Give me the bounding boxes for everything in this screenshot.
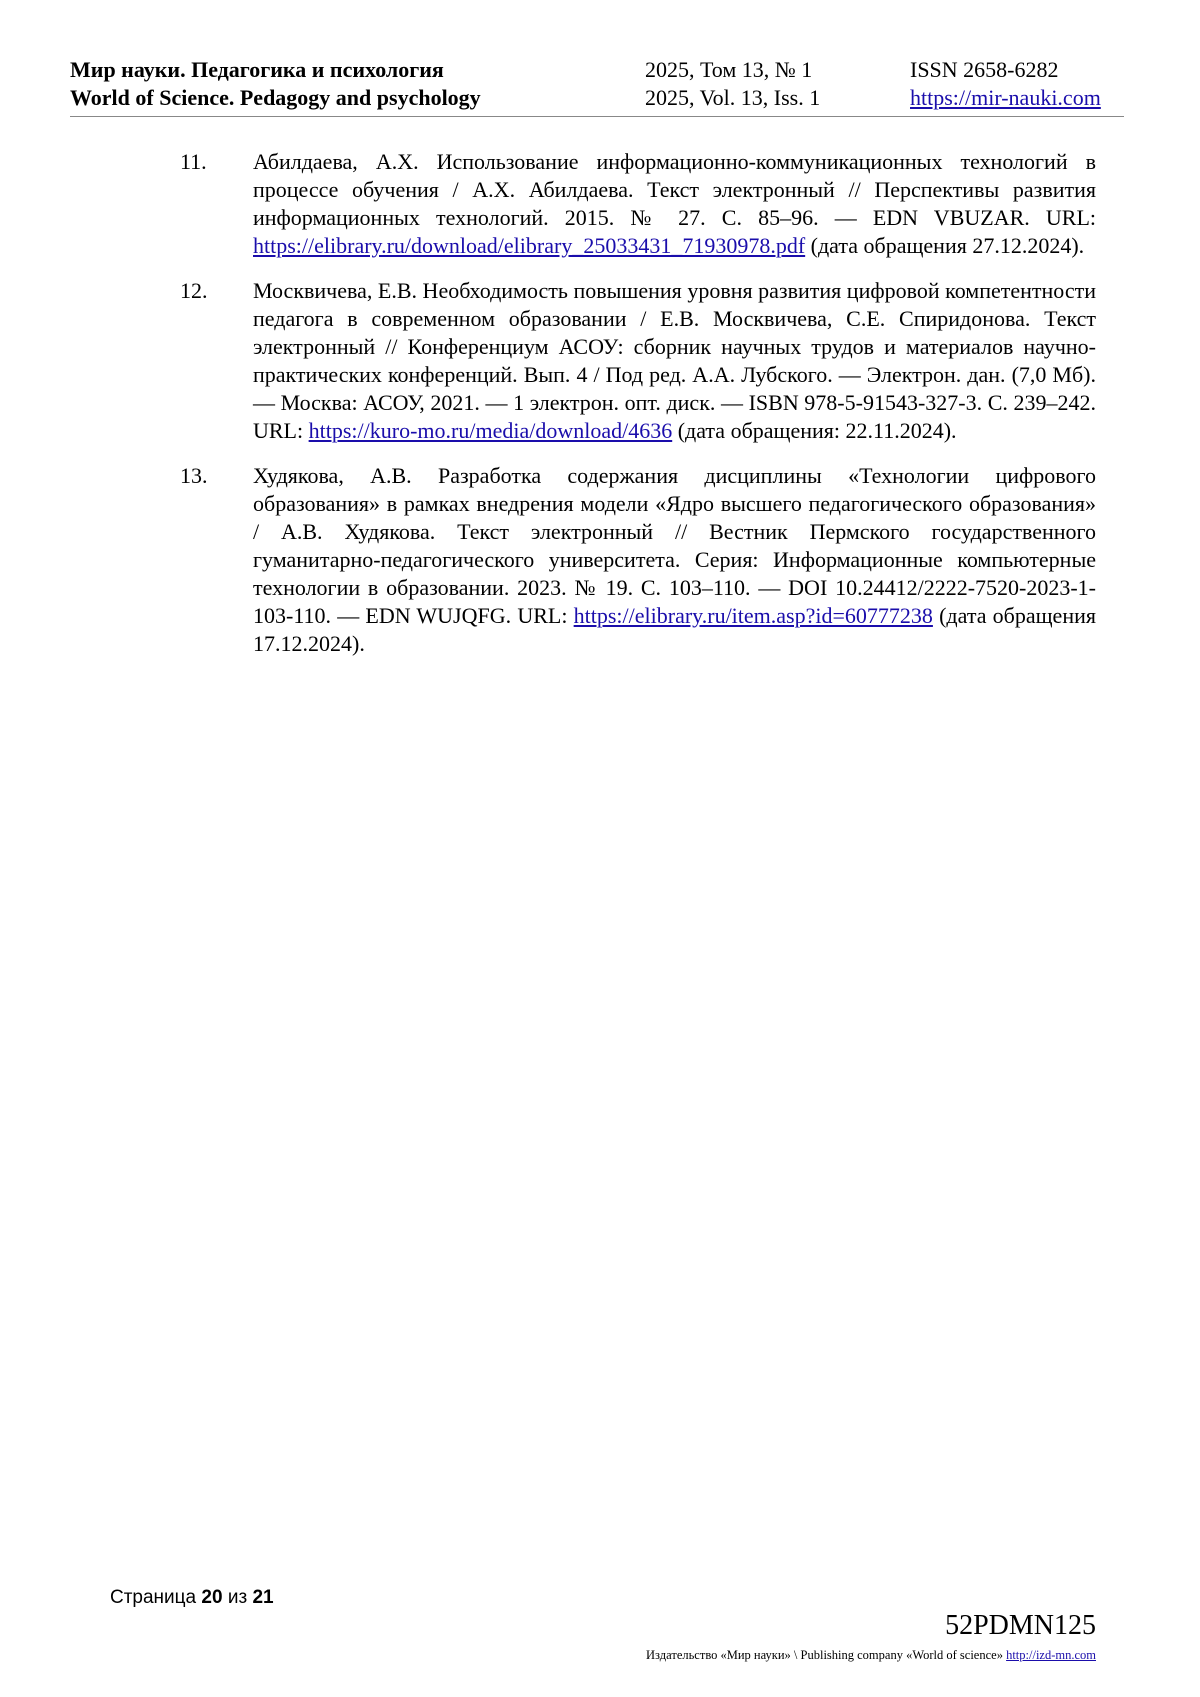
reference-number: 12. — [180, 278, 208, 303]
reference-text — [253, 277, 1096, 445]
journal-title-en: World of Science. Pedagogy and psychology — [70, 85, 481, 110]
reference-list — [180, 148, 1096, 675]
journal-header — [70, 56, 1124, 117]
reference-item — [180, 148, 1096, 260]
reference-item — [180, 462, 1096, 658]
document-code: 52PDMN125 — [945, 1610, 1096, 1641]
reference-number: 11. — [180, 149, 207, 174]
reference-text — [253, 462, 1096, 658]
reference-access-date: (дата обращения: 22.11.2024). — [672, 418, 957, 443]
reference-item — [180, 277, 1096, 445]
publisher-link[interactable]: http://izd-mn.com — [1006, 1648, 1096, 1662]
issue-info-en: 2025, Vol. 13, Iss. 1 — [645, 85, 821, 110]
reference-url-link[interactable]: https://kuro-mo.ru/media/download/4636 — [308, 418, 673, 443]
reference-access-date: (дата обращения 17.12.2024). — [253, 603, 1096, 656]
publisher-line — [646, 1647, 1096, 1663]
page-of-word: из — [227, 1587, 248, 1608]
reference-citation: Худякова, А.В. Разработка содержания дисциплины «Технологии цифрового образования» в рамках внедрения модели «Ядро высшего педагогического образования» / А.В. Худякова. Текст электронный // Вестник Пермского государственного гуманитарно-педагогического университета. Серия: Информационные компьютерные технологии в образовании. 2023. № 19. С. 103–110. — DOI 10.24412/2222-7520-2023-1-103-110. — EDN WUJQFG. URL: — [253, 463, 1096, 628]
page-counter — [110, 1586, 274, 1610]
issue-info-ru: 2025, Том 13, № 1 — [645, 57, 813, 82]
reference-url-link[interactable]: https://elibrary.ru/item.asp?id=60777238 — [573, 603, 933, 628]
journal-title-ru: Мир науки. Педагогика и психология — [70, 57, 444, 82]
journal-site-link[interactable]: https://mir-nauki.com — [910, 85, 1101, 110]
page-current: 20 — [201, 1587, 223, 1608]
issn: ISSN 2658-6282 — [910, 57, 1059, 82]
reference-url-link[interactable]: https://elibrary.ru/download/elibrary_25033431_71930978.pdf — [253, 233, 806, 258]
reference-access-date: (дата обращения 27.12.2024). — [805, 233, 1085, 258]
reference-citation: Абилдаева, А.Х. Использование информационно-коммуникационных технологий в процессе обучения / А.Х. Абилдаева. Текст электронный // Перспективы развития информационных технологий. 2015. № 27. С. 85–96. — EDN VBUZAR. URL: — [253, 149, 1096, 230]
reference-text — [253, 148, 1096, 260]
reference-number: 13. — [180, 463, 208, 488]
page-total: 21 — [252, 1587, 274, 1608]
site-link-wrap — [910, 84, 1124, 112]
header-row-en — [70, 84, 1124, 112]
reference-citation: Москвичева, Е.В. Необходимость повышения уровня развития цифровой компетентности педагога в современном образовании / Е.В. Москвичева, С.Е. Спиридонова. Текст электронный // Конференциум АСОУ: сборник научных трудов и материалов научно-практических конференций. Вып. 4 / Под ред. А.А. Лубского. — Электрон. дан. (7,0 Мб). — Москва: АСОУ, 2021. — 1 электрон. опт. диск. — ISBN 978-5-91543-327-3. С. 239–242. URL: — [253, 278, 1096, 443]
publisher-text: Издательство «Мир науки» \ Publishing company «World of science» — [646, 1648, 1007, 1662]
page-word: Страница — [110, 1587, 197, 1608]
header-row-ru — [70, 56, 1124, 84]
